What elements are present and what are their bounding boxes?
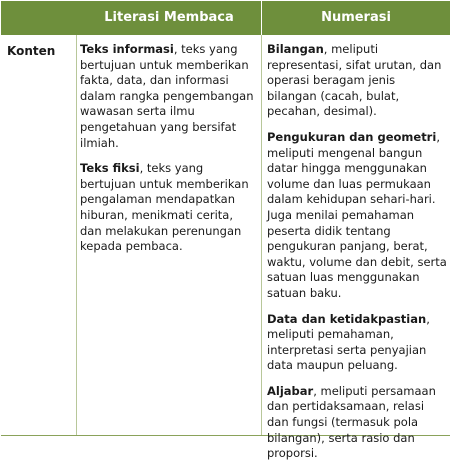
numerasi-item: [267, 130, 447, 302]
column-divider: [261, 35, 262, 436]
numerasi-item-text: , meliputi mengenal bangun datar hingga menggunakan volume dan luas permukaan dalam kehidupan sehari-hari. Juga menilai pemahaman peserta didik tentang pengukuran panjang, berat, waktu, volume dan debit, serta satuan luas menggunakan satuan baku.: [267, 129, 447, 300]
curriculum-table: [1, 1, 450, 461]
numerasi-item-title: Bilangan: [267, 42, 324, 56]
literasi-item-text: , teks yang bertujuan untuk memberikan fakta, data, dan informasi dalam rangka pengembangan wawasan serta ilmu pengetahuan yang bersifat ilmiah.: [80, 42, 254, 150]
literasi-column: [80, 42, 258, 265]
row-label-konten: Konten: [7, 44, 56, 58]
numerasi-item: [267, 312, 447, 374]
numerasi-item-text: , meliputi representasi, sifat urutan, dan operasi beragam jenis bilangan (cacah, bulat, pecahan, desimal).: [267, 42, 442, 119]
literasi-item-title: Teks informasi: [80, 42, 174, 56]
numerasi-column: [267, 42, 447, 472]
header-numerasi: Numerasi: [321, 10, 391, 25]
numerasi-item-title: Aljabar: [267, 383, 314, 398]
numerasi-item: [267, 42, 447, 120]
numerasi-item-text: , meliputi pemahaman, interpretasi serta penyajian data maupun peluang.: [267, 311, 430, 373]
numerasi-item-text: , meliputi persamaan dan pertidaksamaan, relasi dan fungsi (termasuk pola bilangan), serta rasio dan proporsi.: [267, 383, 436, 461]
literasi-item-text: , teks yang bertujuan untuk memberikan pengalaman mendapatkan hiburan, menikmati cerita, dan melakukan perenungan kepada pembaca.: [80, 161, 249, 254]
numerasi-item-title: Pengukuran dan geometri: [267, 129, 437, 144]
literasi-item: [80, 161, 258, 255]
table-header: [1, 1, 450, 35]
literasi-item-title: Teks fiksi: [80, 161, 140, 176]
numerasi-item-title: Data dan ketidakpastian: [267, 311, 427, 326]
column-divider: [76, 35, 77, 436]
numerasi-item: [267, 384, 447, 462]
literasi-item: [80, 42, 258, 151]
header-literasi-membaca: Literasi Membaca: [104, 10, 234, 25]
